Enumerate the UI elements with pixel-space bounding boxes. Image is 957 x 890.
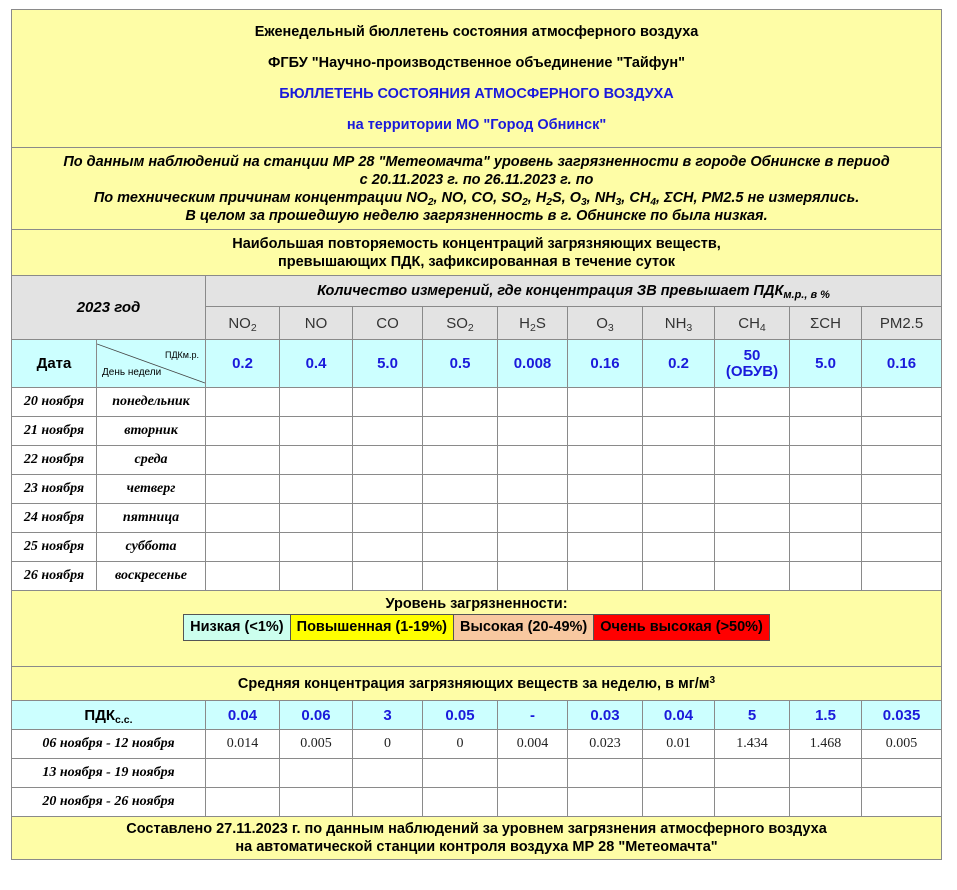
footer-row — [12, 817, 942, 860]
day-value-cell — [206, 417, 280, 446]
day-weekday: суббота — [97, 533, 206, 562]
week-value: 1.434 — [715, 730, 790, 759]
header-row — [12, 10, 942, 148]
day-value-cell — [568, 388, 643, 417]
day-value-cell — [206, 446, 280, 475]
week-value: 1.468 — [790, 730, 862, 759]
day-date: 20 ноября — [12, 388, 97, 417]
header-line-3: БЮЛЛЕТЕНЬ СОСТОЯНИЯ АТМОСФЕРНОГО ВОЗДУХА — [279, 86, 674, 102]
day-value-cell — [862, 504, 942, 533]
substance-label: CO — [376, 314, 399, 332]
day-value-cell — [643, 417, 715, 446]
header-block — [12, 10, 942, 148]
pdk-mr-value: 5.0 — [353, 340, 423, 388]
summary-line-4: В целом за прошедшую неделю загрязненность в г. Обнинске по была низкая. — [185, 207, 768, 224]
week-value: 0.01 — [643, 730, 715, 759]
level-item: Повышенная (1-19%) — [291, 615, 454, 640]
levels-title: Уровень загрязненности: — [385, 596, 568, 612]
level-item: Высокая (20-49%) — [454, 615, 594, 640]
pdk-cc-label — [12, 701, 206, 730]
day-row — [12, 562, 942, 591]
header-line-4: на территории МО "Город Обнинск" — [346, 117, 607, 133]
day-date: 22 ноября — [12, 446, 97, 475]
week-value — [423, 759, 498, 788]
day-value-cell — [568, 533, 643, 562]
diag-header — [97, 340, 206, 388]
week-value: 0.005 — [862, 730, 942, 759]
count-label — [206, 276, 942, 307]
substance-label: $NH_3$ — [664, 314, 693, 334]
day-value-cell — [206, 475, 280, 504]
day-value-cell — [498, 446, 568, 475]
day-value-cell — [280, 475, 353, 504]
repeat-title-line-2: превышающих ПДК, зафиксированная в течение суток — [278, 253, 676, 270]
pdk-cc-value: - — [498, 701, 568, 730]
day-row — [12, 446, 942, 475]
day-value-cell — [353, 475, 423, 504]
day-date: 21 ноября — [12, 417, 97, 446]
day-value-cell — [568, 417, 643, 446]
day-value-cell — [498, 417, 568, 446]
day-value-cell — [715, 388, 790, 417]
day-value-cell — [568, 504, 643, 533]
bulletin — [11, 9, 942, 860]
day-value-cell — [206, 562, 280, 591]
substance-header — [715, 307, 790, 340]
day-value-cell — [280, 446, 353, 475]
week-value — [280, 788, 353, 817]
pdk-mr-value: 0.2 — [206, 340, 280, 388]
week-value — [206, 788, 280, 817]
day-value-cell — [423, 504, 498, 533]
day-value-cell — [423, 388, 498, 417]
day-value-cell — [498, 475, 568, 504]
week-value — [568, 759, 643, 788]
day-value-cell — [423, 475, 498, 504]
day-value-cell — [862, 562, 942, 591]
pdk-mr-value: 5.0 — [790, 340, 862, 388]
day-value-cell — [862, 475, 942, 504]
day-rows — [12, 388, 942, 591]
table2-title-row — [12, 667, 942, 701]
substance-header — [206, 307, 280, 340]
substance-label: PM2.5 — [879, 314, 924, 332]
levels-row — [12, 591, 942, 667]
substance-label: $O_3$ — [596, 314, 614, 334]
level-item: Низкая (<1%) — [184, 615, 291, 640]
pdk-ch4-line2: (ОБУВ) — [725, 362, 779, 380]
day-weekday: понедельник — [97, 388, 206, 417]
summary-row — [12, 148, 942, 230]
day-value-cell — [715, 417, 790, 446]
week-value — [498, 759, 568, 788]
week-value — [280, 759, 353, 788]
day-value-cell — [643, 446, 715, 475]
substance-header — [280, 307, 353, 340]
week-value: 0 — [423, 730, 498, 759]
day-value-cell — [790, 446, 862, 475]
substance-header — [643, 307, 715, 340]
pdk-cc-label-text: ПДК — [84, 706, 116, 724]
day-row — [12, 388, 942, 417]
header-line-1: Еженедельный бюллетень состояния атмосферного воздуха — [254, 24, 699, 40]
week-value: 0.004 — [498, 730, 568, 759]
day-value-cell — [498, 504, 568, 533]
day-value-cell — [280, 562, 353, 591]
table2-title-text: Средняя концентрация загрязняющих веществ за неделю, в мг/м — [237, 675, 710, 692]
day-weekday: среда — [97, 446, 206, 475]
bulletin-table — [11, 9, 942, 860]
pdk-mr-value: 0.4 — [280, 340, 353, 388]
pdk-cc-value: 0.03 — [568, 701, 643, 730]
substance-label: $CH_4$ — [738, 314, 766, 334]
day-value-cell — [423, 562, 498, 591]
repeat-title-row — [12, 230, 942, 276]
week-row — [12, 788, 942, 817]
substance-label: $SO_2$ — [446, 314, 474, 334]
day-value-cell — [568, 446, 643, 475]
substance-label: ΣCH — [810, 314, 841, 332]
day-value-cell — [280, 388, 353, 417]
day-value-cell — [715, 475, 790, 504]
day-value-cell — [862, 533, 942, 562]
day-value-cell — [353, 388, 423, 417]
table2-title-sup: 3 — [709, 674, 716, 686]
day-value-cell — [790, 504, 862, 533]
day-value-cell — [423, 533, 498, 562]
day-date: 26 ноября — [12, 562, 97, 591]
day-value-cell — [790, 475, 862, 504]
week-value: 0.023 — [568, 730, 643, 759]
day-value-cell — [862, 388, 942, 417]
day-value-cell — [498, 533, 568, 562]
pdk-cc-value: 3 — [353, 701, 423, 730]
day-value-cell — [353, 533, 423, 562]
day-value-cell — [423, 417, 498, 446]
pdk-cc-value: 0.04 — [206, 701, 280, 730]
day-value-cell — [568, 562, 643, 591]
levels-block — [12, 591, 942, 667]
substance-header — [498, 307, 568, 340]
summary-block — [12, 148, 942, 230]
day-weekday: воскресенье — [97, 562, 206, 591]
pdk-cc-value: 0.05 — [423, 701, 498, 730]
pdk-cc-value: 5 — [715, 701, 790, 730]
day-value-cell — [790, 562, 862, 591]
day-value-cell — [498, 562, 568, 591]
pdk-cc-value: 0.06 — [280, 701, 353, 730]
pdk-cc-value: 1.5 — [790, 701, 862, 730]
day-value-cell — [862, 446, 942, 475]
summary-line-3 — [12, 189, 941, 207]
week-period: 20 ноября - 26 ноября — [12, 788, 206, 817]
day-value-cell — [715, 562, 790, 591]
day-value-cell — [790, 388, 862, 417]
day-value-cell — [715, 533, 790, 562]
pdk-mr-value: 0.008 — [498, 340, 568, 388]
substance-label: $H_2S$ — [519, 314, 546, 334]
day-weekday: вторник — [97, 417, 206, 446]
day-value-cell — [280, 533, 353, 562]
pdk-cc-row — [12, 701, 942, 730]
day-value-cell — [643, 388, 715, 417]
substance-header — [423, 307, 498, 340]
pdk-mr-value: 0.5 — [423, 340, 498, 388]
count-label-sub: м.р., в % — [783, 289, 830, 301]
day-row — [12, 475, 942, 504]
week-value — [423, 788, 498, 817]
day-value-cell — [498, 388, 568, 417]
count-label-text: Количество измерений, где концентрация ЗВ превышает ПДК — [317, 283, 784, 299]
header-line-2: ФГБУ "Научно-производственное объединение "Тайфун" — [268, 55, 685, 71]
summary-substance-list: $NO_2$, NO, CO, $SO_2$, $H_2S$, $O_3$, $NH_3$, $CH_4$, ΣCH, PM2.5 — [406, 189, 744, 208]
week-value — [715, 788, 790, 817]
day-date: 25 ноября — [12, 533, 97, 562]
week-value — [715, 759, 790, 788]
week-value — [643, 788, 715, 817]
day-value-cell — [568, 475, 643, 504]
diag-bottom-label: День недели — [102, 367, 162, 378]
level-item: Очень высокая (>50%) — [594, 615, 769, 640]
summary-line-1: По данным наблюдений на станции МР 28 "Метеомачта" уровень загрязненности в городе Обнинске в период — [63, 153, 890, 170]
week-value — [790, 759, 862, 788]
day-value-cell — [353, 562, 423, 591]
day-value-cell — [643, 533, 715, 562]
day-value-cell — [790, 417, 862, 446]
footer-block — [12, 817, 942, 860]
day-value-cell — [643, 475, 715, 504]
pdk-mr-value: 0.16 — [862, 340, 942, 388]
day-value-cell — [206, 388, 280, 417]
summary-line-2: с 20.11.2023 г. по 26.11.2023 г. по — [359, 171, 594, 188]
week-period: 13 ноября - 19 ноября — [12, 759, 206, 788]
table2-title — [12, 667, 942, 701]
week-value — [568, 788, 643, 817]
week-rows — [12, 730, 942, 817]
week-value — [353, 788, 423, 817]
week-row — [12, 759, 942, 788]
pdk-cc-value: 0.035 — [862, 701, 942, 730]
day-value-cell — [715, 446, 790, 475]
week-row — [12, 730, 942, 759]
summary-line-3-prefix: По техническим причинам концентрации — [93, 189, 403, 206]
substance-label: NO — [304, 314, 328, 332]
week-value — [498, 788, 568, 817]
week-value: 0 — [353, 730, 423, 759]
diag-top-label: ПДКм.р. — [164, 350, 199, 360]
footer-line-2: на автоматической станции контроля воздуха МР 28 "Метеомачта" — [235, 839, 718, 855]
pdk-mr-value: 0.2 — [643, 340, 715, 388]
week-value — [862, 759, 942, 788]
pdk-mr-value: 0.16 — [568, 340, 643, 388]
pdk-cc-value: 0.04 — [643, 701, 715, 730]
day-value-cell — [353, 504, 423, 533]
substance-header — [353, 307, 423, 340]
day-value-cell — [353, 446, 423, 475]
week-value — [206, 759, 280, 788]
day-date: 23 ноября — [12, 475, 97, 504]
day-value-cell — [353, 417, 423, 446]
day-value-cell — [790, 533, 862, 562]
day-value-cell — [643, 562, 715, 591]
week-value — [862, 788, 942, 817]
pdk-ch4-line1: 50 — [743, 346, 761, 364]
day-row — [12, 504, 942, 533]
day-weekday: пятница — [97, 504, 206, 533]
week-value — [353, 759, 423, 788]
substance-header — [568, 307, 643, 340]
day-value-cell — [280, 417, 353, 446]
substance-header — [790, 307, 862, 340]
date-label: Дата — [12, 340, 97, 388]
week-value — [643, 759, 715, 788]
day-value-cell — [862, 417, 942, 446]
week-value: 0.005 — [280, 730, 353, 759]
day-value-cell — [715, 504, 790, 533]
summary-line-3-suffix: не измерялись. — [747, 189, 860, 206]
repeat-title — [12, 230, 942, 276]
day-value-cell — [643, 504, 715, 533]
diag-line — [97, 340, 205, 387]
substance-header — [862, 307, 942, 340]
pdk-mr-row — [12, 340, 942, 388]
week-value: 0.014 — [206, 730, 280, 759]
levels-legend — [183, 614, 770, 641]
pdk-mr-value — [715, 340, 790, 388]
year-label: 2023 год — [12, 276, 206, 340]
repeat-title-line-1: Наибольшая повторяемость концентраций загрязняющих веществ, — [232, 235, 721, 252]
day-value-cell — [423, 446, 498, 475]
pdk-cc-label-sub: с.с. — [115, 713, 133, 726]
day-row — [12, 533, 942, 562]
table1-header-row — [12, 276, 942, 307]
day-value-cell — [206, 533, 280, 562]
day-value-cell — [280, 504, 353, 533]
substance-label: $NO_2$ — [228, 314, 257, 334]
day-weekday: четверг — [97, 475, 206, 504]
footer-line-1: Составлено 27.11.2023 г. по данным наблюдений за уровнем загрязнения атмосферного воздуха — [126, 821, 827, 837]
week-value — [790, 788, 862, 817]
day-row — [12, 417, 942, 446]
day-date: 24 ноября — [12, 504, 97, 533]
day-value-cell — [206, 504, 280, 533]
week-period: 06 ноября - 12 ноября — [12, 730, 206, 759]
